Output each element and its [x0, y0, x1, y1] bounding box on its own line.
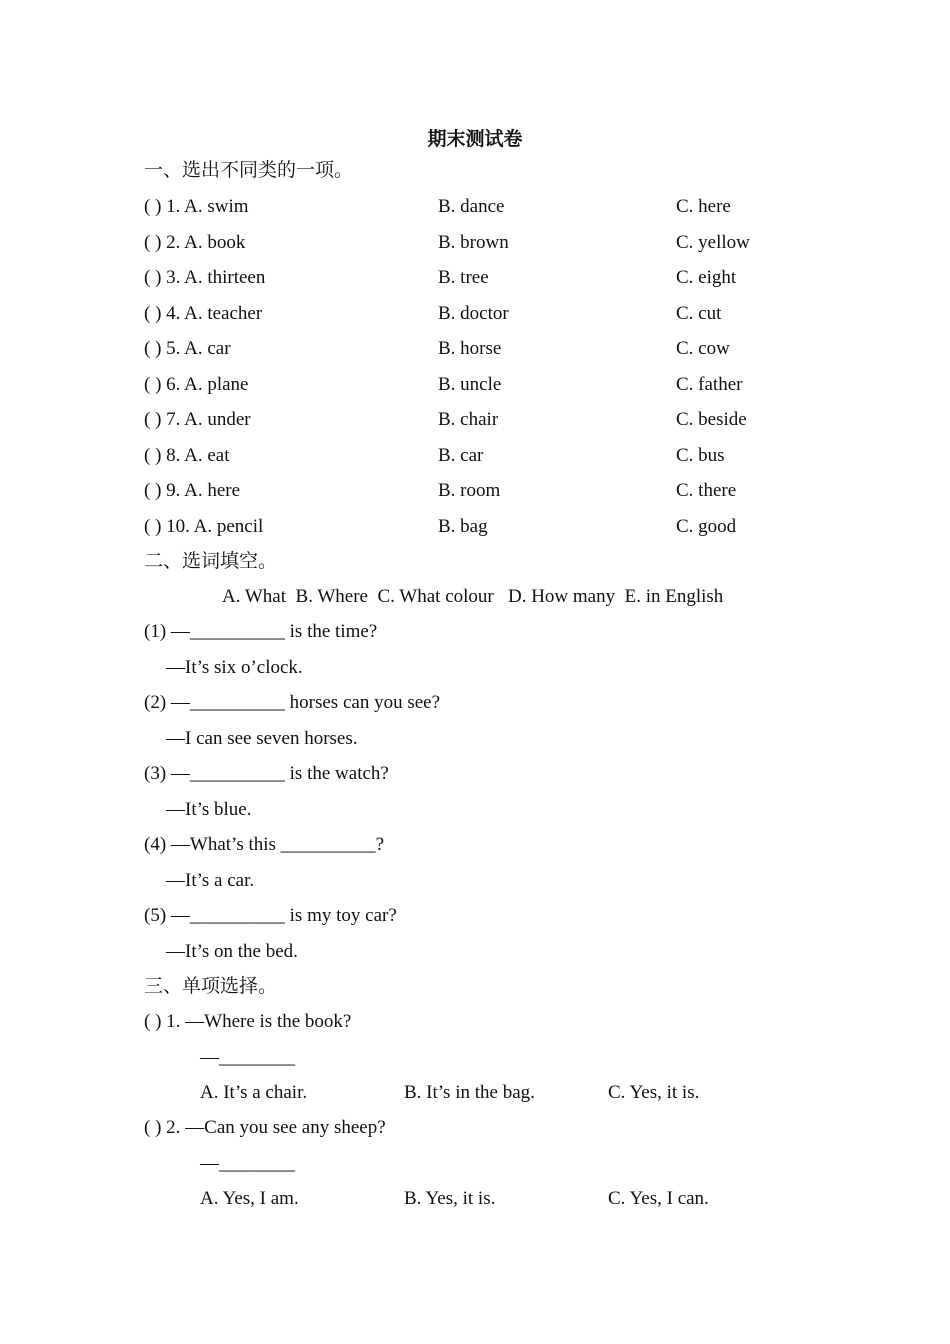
- option-b: B. car: [438, 445, 484, 466]
- option-b: B. Yes, it is.: [404, 1188, 496, 1209]
- option-c: C. here: [676, 196, 731, 217]
- option-c: C. eight: [676, 267, 737, 288]
- option-b: B. tree: [438, 267, 489, 288]
- fill-question: (2) —__________ horses can you see?: [144, 692, 441, 713]
- option-c: C. beside: [676, 409, 747, 430]
- fill-answer: —It’s six o’clock.: [166, 657, 303, 678]
- option-b: B. It’s in the bag.: [404, 1082, 535, 1103]
- option-b: B. doctor: [438, 303, 509, 324]
- option-b: B. room: [438, 480, 501, 501]
- option-c: C. bus: [676, 445, 725, 466]
- option-a: ( ) 10. A. pencil: [144, 516, 264, 537]
- fill-question: (1) —__________ is the time?: [144, 621, 378, 642]
- fill-answer: —It’s a car.: [166, 870, 255, 891]
- answer-blank: —________: [200, 1153, 295, 1174]
- answer-blank: —________: [200, 1047, 295, 1068]
- fill-question: (5) —__________ is my toy car?: [144, 905, 397, 926]
- choice-question: ( ) 1. —Where is the book?: [144, 1011, 352, 1032]
- option-a: ( ) 3. A. thirteen: [144, 267, 266, 288]
- option-b: B. brown: [438, 232, 509, 253]
- option-a: ( ) 8. A. eat: [144, 445, 230, 466]
- option-c: C. cow: [676, 338, 730, 359]
- word-bank: A. What B. Where C. What colour D. How many E. in English: [222, 586, 724, 607]
- section-heading: 一、选出不同类的一项。: [144, 160, 354, 181]
- section-heading: 三、单项选择。: [144, 976, 278, 997]
- choice-question: ( ) 2. —Can you see any sheep?: [144, 1117, 386, 1138]
- option-c: C. Yes, it is.: [608, 1082, 700, 1103]
- option-c: C. Yes, I can.: [608, 1188, 709, 1209]
- option-a: A. Yes, I am.: [200, 1188, 299, 1209]
- option-a: ( ) 4. A. teacher: [144, 303, 263, 324]
- option-a: A. It’s a chair.: [200, 1082, 308, 1103]
- option-a: ( ) 1. A. swim: [144, 196, 249, 217]
- option-c: C. father: [676, 374, 743, 395]
- fill-answer: —I can see seven horses.: [166, 728, 358, 749]
- fill-answer: —It’s blue.: [166, 799, 252, 820]
- section-heading: 二、选词填空。: [144, 551, 278, 572]
- option-b: B. dance: [438, 196, 505, 217]
- option-c: C. yellow: [676, 232, 750, 253]
- option-c: C. cut: [676, 303, 722, 324]
- option-c: C. good: [676, 516, 737, 537]
- option-b: B. bag: [438, 516, 488, 537]
- fill-question: (3) —__________ is the watch?: [144, 763, 389, 784]
- fill-question: (4) —What’s this __________?: [144, 834, 385, 855]
- option-b: B. chair: [438, 409, 499, 430]
- option-b: B. uncle: [438, 374, 502, 395]
- option-c: C. there: [676, 480, 737, 501]
- option-a: ( ) 2. A. book: [144, 232, 246, 253]
- page-title: 期末测试卷: [427, 129, 523, 150]
- option-a: ( ) 7. A. under: [144, 409, 251, 430]
- option-a: ( ) 9. A. here: [144, 480, 241, 501]
- option-b: B. horse: [438, 338, 502, 359]
- fill-answer: —It’s on the bed.: [166, 941, 298, 962]
- option-a: ( ) 5. A. car: [144, 338, 231, 359]
- option-a: ( ) 6. A. plane: [144, 374, 249, 395]
